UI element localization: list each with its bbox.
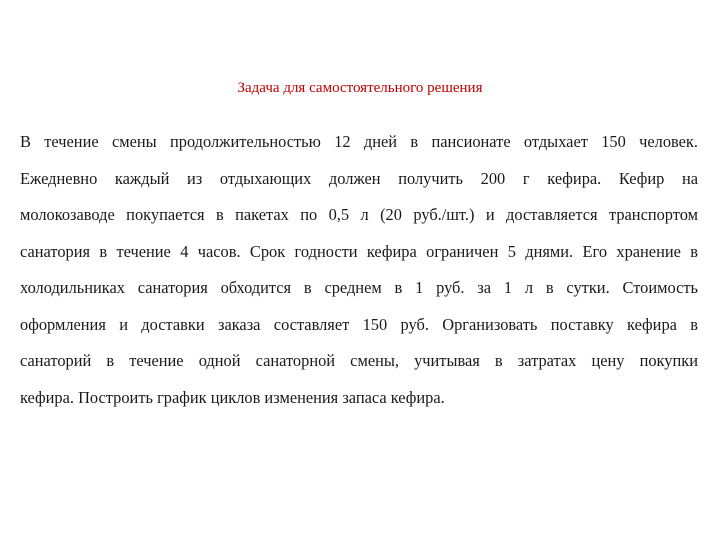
task-text-line: Ежедневно каждый из отдыхающих должен получить 200 г кефира. Кефир на [20,168,698,188]
task-text-line: молокозаводе покупается в пакетах по 0,5 л (20 руб./шт.) и доставляется транспортом [20,205,698,224]
task-text [20,128,698,420]
task-text-line: оформления и доставки заказа составляет 150 руб. Организовать поставку кефира в [20,314,698,334]
task-text-line: холодильниках санатория обходится в среднем в 1 руб. за 1 л в сутки. Стоимость [20,278,698,297]
task-text-line: кефира. Построить график циклов изменения запаса кефира. [20,387,445,407]
task-text-line: санатория в течение 4 часов. Срок годности кефира ограничен 5 днями. Его хранение в [20,241,698,261]
task-text-line: санаторий в течение одной санаторной смены, учитывая в затратах цену покупки [20,351,698,370]
task-text-line: В течение смены продолжительностью 12 дней в пансионате отдыхает 150 человек. [20,132,698,151]
slide-title: Задача для самостоятельного решения [237,80,483,96]
